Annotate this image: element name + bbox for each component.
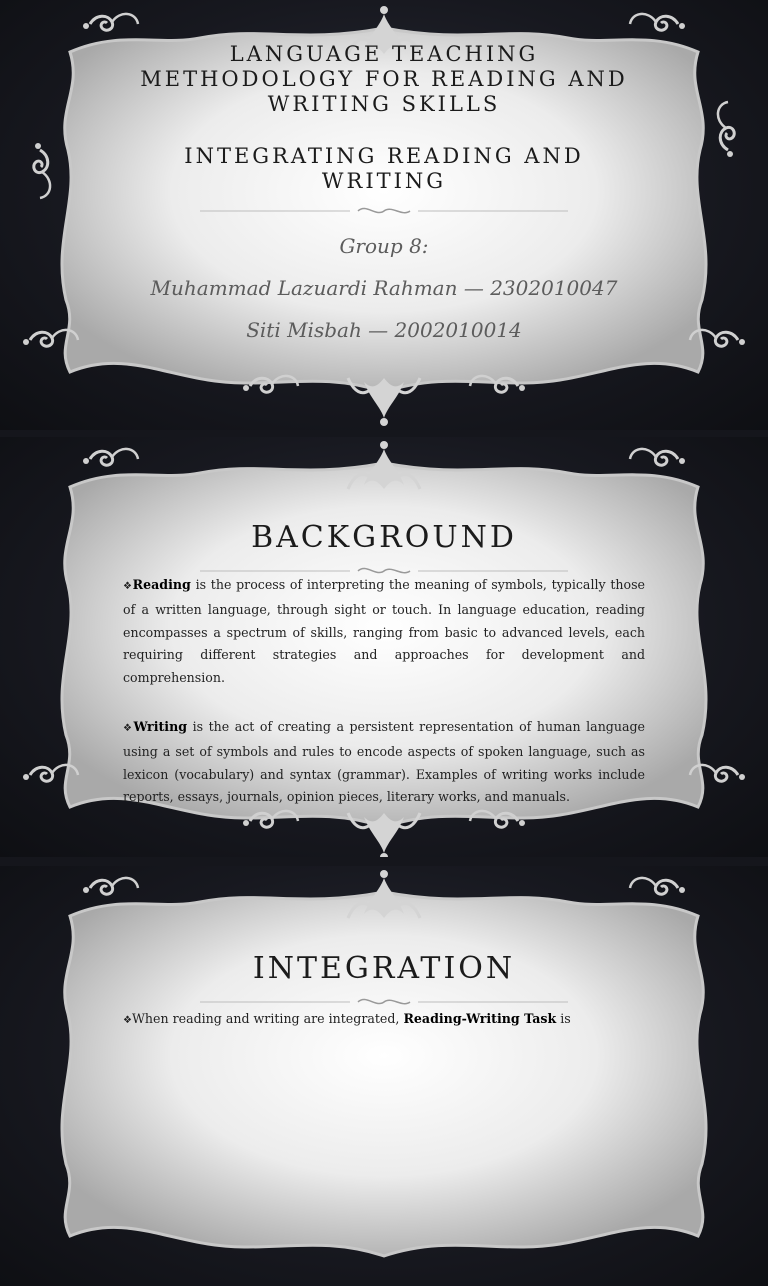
member-1: Muhammad Lazuardi Rahman — 2302010047 <box>150 276 618 300</box>
group-label: Group 8: <box>339 234 429 258</box>
presentation-title <box>0 42 768 117</box>
title-line-3: WRITING SKILLS <box>267 92 501 116</box>
group-block <box>0 234 768 342</box>
slide-integration[interactable] <box>0 866 768 1286</box>
integration-tail: is <box>556 1011 571 1026</box>
title-line-2: METHODOLOGY FOR READING AND <box>140 67 628 91</box>
diamond-bullet-icon: ❖ <box>123 581 133 592</box>
title-block <box>0 42 768 194</box>
integration-lead: When reading and writing are integrated, <box>131 1011 404 1026</box>
writing-definition: is the act of creating a persistent representation of human language using a set of symbols and rules to encode aspects of spoken language, such as lexicon (vocabulary) and syntax (grammar). Examples of writing works include reports, essays, journals, opinion pieces, literary works, and manuals. <box>123 719 645 805</box>
writing-paragraph <box>123 716 645 809</box>
reading-definition: is the process of interpreting the meaning of symbols, typically those of a written language, through sight or touch. In language education, reading encompasses a spectrum of skills, ranging from basic to advanced levels, each requiring different strategies and approaches for development and comprehension. <box>123 577 645 686</box>
slide-background[interactable] <box>0 437 768 857</box>
ornamental-frame <box>0 866 768 1286</box>
presentation-subtitle <box>0 144 768 194</box>
slide-title[interactable] <box>0 0 768 430</box>
slide-heading-block <box>0 951 768 987</box>
diamond-bullet-icon: ❖ <box>123 1015 132 1026</box>
title-line-1: LANGUAGE TEACHING <box>229 42 539 66</box>
writing-term: Writing <box>133 719 188 734</box>
integration-paragraph <box>123 1008 645 1033</box>
slide-heading-block <box>0 520 768 556</box>
slide-heading: INTEGRATION <box>252 951 516 986</box>
member-2: Siti Misbah — 2002010014 <box>246 318 522 342</box>
reading-writing-task-term: Reading-Writing Task <box>403 1011 557 1026</box>
reading-term: Reading <box>132 577 191 592</box>
diamond-bullet-icon: ❖ <box>123 723 134 734</box>
subtitle-line-1: INTEGRATING READING AND <box>184 144 584 168</box>
subtitle-line-2: WRITING <box>321 169 447 193</box>
slide-heading: BACKGROUND <box>251 520 517 555</box>
scroll-divider <box>200 203 568 219</box>
reading-paragraph <box>123 574 645 690</box>
